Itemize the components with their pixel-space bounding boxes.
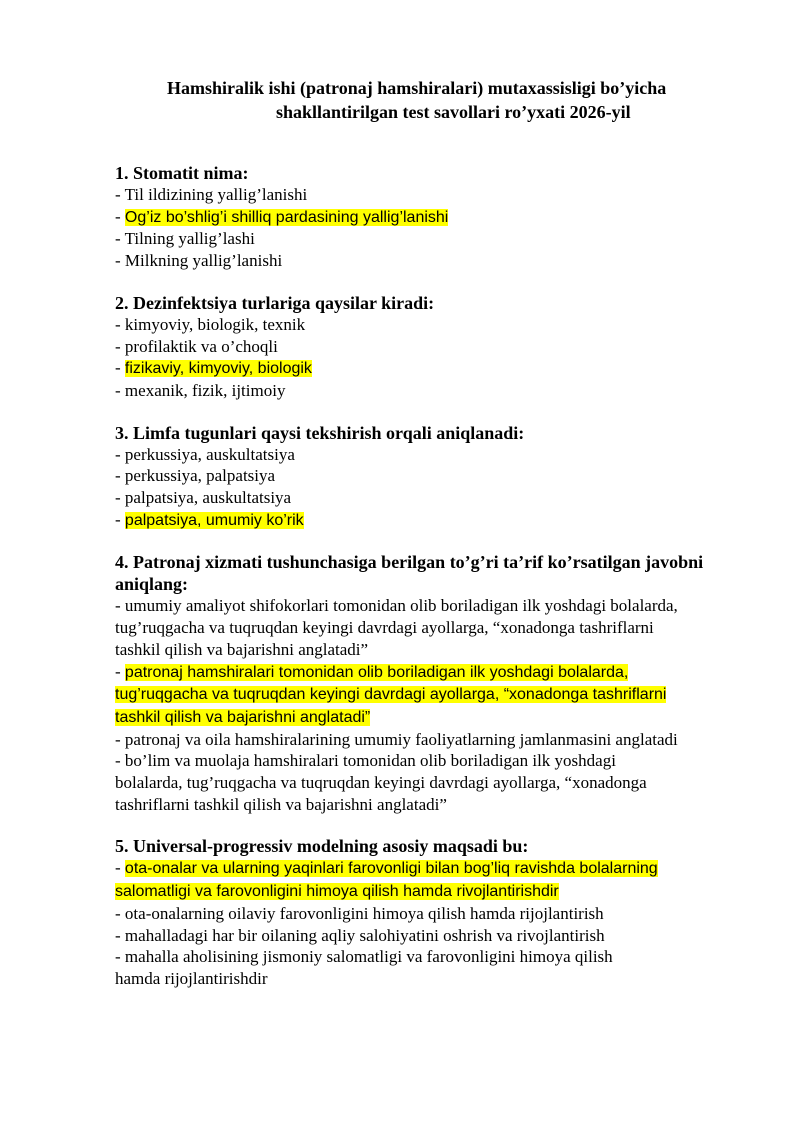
answer-line bbox=[115, 857, 775, 880]
answer-line bbox=[115, 903, 775, 925]
highlighted-answer-text: tug’ruqgacha va tuqruqdan keyingi davrdagi ayollarga, “xonadonga tashriflarni bbox=[115, 686, 667, 704]
answer-option bbox=[115, 250, 775, 272]
answer-text: ota-onalarning oilaviy farovonligini himoya qilish hamda rijojlantirish bbox=[124, 903, 604, 923]
answer-dash: - bbox=[115, 903, 125, 923]
answer-text: tug’ruqgacha va tuqruqdan keyingi davrdagi ayollarga, “xonadonga tashriflarni bbox=[115, 618, 654, 638]
answer-dash: - bbox=[115, 314, 125, 334]
highlighted-answer-text: patronaj hamshiralari tomonidan olib boriladigan ilk yoshdagi bolalarda, bbox=[124, 663, 629, 681]
answer-dash: - bbox=[115, 229, 125, 249]
answer-line bbox=[115, 509, 775, 532]
answer-text: palpatsiya, auskultatsiya bbox=[124, 488, 292, 508]
question-label: Patronaj xizmati tushunchasiga berilgan to’g’ri ta’rif ko’rsatilgan javobni aniqlang: bbox=[115, 552, 704, 595]
answer-text: perkussiya, palpatsiya bbox=[124, 466, 276, 486]
highlighted-answer-text: salomatligi va farovonligini himoya qilish hamda rivojlantirishdir bbox=[115, 883, 559, 901]
answer-line bbox=[115, 729, 775, 751]
answer-option-correct bbox=[115, 357, 775, 380]
answer-dash: - bbox=[115, 185, 125, 204]
answer-dash: - bbox=[115, 947, 125, 967]
question-number: 1. bbox=[115, 163, 133, 183]
question-text bbox=[115, 835, 775, 857]
answer-line bbox=[115, 357, 775, 380]
question-number: 5. bbox=[115, 836, 133, 857]
answer-line bbox=[115, 184, 775, 206]
answer-dash: - bbox=[115, 358, 125, 378]
answer-text: bo’lim va muolaja hamshiralari tomonidan olib boriladigan ilk yoshdagi bbox=[124, 751, 616, 771]
answer-text: Milkning yallig’lanishi bbox=[124, 251, 283, 271]
answer-text: umumiy amaliyot shifokorlari tomonidan olib boriladigan ilk yoshdagi bolalarda, bbox=[124, 596, 678, 616]
title-line-2: shakllantirilgan test savollari ro’yxati 2026-yil bbox=[276, 102, 631, 122]
answer-dash: - bbox=[115, 925, 125, 945]
answer-text: hamda rijojlantirishdir bbox=[115, 968, 268, 988]
answer-dash: - bbox=[115, 509, 125, 529]
answer-line bbox=[115, 250, 775, 272]
answer-option bbox=[115, 314, 775, 336]
answer-text: Tilning yallig’lashi bbox=[124, 229, 255, 249]
answer-text: mahalladagi har bir oilaning aqliy salohiyatini oshrish va rivojlantirish bbox=[124, 925, 605, 945]
answer-option bbox=[115, 465, 775, 487]
highlighted-answer-text: palpatsiya, umumiy ko’rik bbox=[124, 511, 304, 529]
question-label: Dezinfektsiya turlariga qaysilar kiradi: bbox=[133, 292, 435, 313]
answer-text: Til ildizining yallig’lanishi bbox=[124, 185, 308, 204]
highlighted-answer-text: ota-onalar va ularning yaqinlari farovonligi bilan bog’liq ravishda bolalarning bbox=[124, 860, 658, 878]
question-block bbox=[115, 835, 775, 989]
question-block bbox=[115, 162, 775, 272]
answer-option-correct bbox=[115, 509, 775, 532]
question-text bbox=[115, 292, 775, 314]
highlighted-answer-text: fizikaviy, kimyoviy, biologik bbox=[124, 360, 312, 378]
answer-line bbox=[115, 706, 775, 729]
question-list bbox=[115, 162, 775, 1010]
answer-dash: - bbox=[115, 488, 125, 508]
question-label: Universal-progressiv modelning asosiy maqsadi bu: bbox=[133, 836, 529, 857]
question-text bbox=[115, 422, 775, 444]
answer-option bbox=[115, 750, 775, 815]
answer-option bbox=[115, 729, 775, 751]
answer-dash: - bbox=[115, 858, 125, 878]
answer-line bbox=[115, 380, 775, 402]
question-label: Limfa tugunlari qaysi tekshirish orqali aniqlanadi: bbox=[133, 422, 525, 443]
answer-line bbox=[115, 444, 775, 466]
answer-text: perkussiya, auskultatsiya bbox=[124, 444, 295, 464]
answer-line bbox=[115, 314, 775, 336]
question-text bbox=[115, 551, 775, 595]
answer-option bbox=[115, 380, 775, 402]
highlighted-answer-text: Og’iz bo’shlig’i shilliq pardasining yallig’lanishi bbox=[124, 208, 449, 226]
answer-option bbox=[115, 903, 775, 925]
answer-line bbox=[115, 750, 775, 772]
answer-text: mahalla aholisining jismoniy salomatligi va farovonligini himoya qilish bbox=[124, 947, 613, 967]
answer-line bbox=[115, 228, 775, 250]
answer-line bbox=[115, 968, 775, 990]
answer-line bbox=[115, 465, 775, 487]
answer-option-correct bbox=[115, 857, 775, 902]
title-line-1: Hamshiralik ishi (patronaj hamshiralari) mutaxassisligi bo’yicha bbox=[167, 78, 667, 98]
question-label: Stomatit nima: bbox=[133, 163, 249, 183]
answer-option bbox=[115, 228, 775, 250]
answer-line bbox=[115, 683, 775, 706]
answer-option-correct bbox=[115, 206, 775, 229]
answer-dash: - bbox=[115, 336, 125, 356]
answer-text: profilaktik va o’choqli bbox=[124, 336, 278, 356]
answer-option bbox=[115, 595, 775, 660]
answer-line bbox=[115, 595, 775, 617]
answer-line bbox=[115, 661, 775, 684]
answer-text: tashriflarni tashkil qilish va bajarishni anglatadi” bbox=[115, 794, 447, 814]
answer-text: mexanik, fizik, ijtimoiy bbox=[124, 380, 286, 400]
question-block bbox=[115, 551, 775, 815]
answer-option-correct bbox=[115, 661, 775, 729]
answer-dash: - bbox=[115, 206, 125, 226]
question-text bbox=[115, 162, 775, 184]
answer-line bbox=[115, 880, 775, 903]
answer-option bbox=[115, 184, 775, 206]
answer-option bbox=[115, 336, 775, 358]
answer-dash: - bbox=[115, 444, 125, 464]
answer-line bbox=[115, 336, 775, 358]
highlighted-answer-text: tashkil qilish va bajarishni anglatadi” bbox=[115, 708, 371, 726]
document-title bbox=[110, 76, 750, 124]
answer-option bbox=[115, 487, 775, 509]
question-number: 4. bbox=[115, 552, 133, 573]
answer-dash: - bbox=[115, 251, 125, 271]
answer-dash: - bbox=[115, 661, 125, 681]
answer-text: kimyoviy, biologik, texnik bbox=[124, 314, 306, 334]
answer-option bbox=[115, 925, 775, 947]
answer-option bbox=[115, 946, 775, 989]
answer-dash: - bbox=[115, 751, 125, 771]
answer-text: patronaj va oila hamshiralarining umumiy faoliyatlarning jamlanmasini anglatadi bbox=[124, 729, 678, 749]
answer-line bbox=[115, 206, 775, 229]
answer-line bbox=[115, 794, 775, 816]
answer-line bbox=[115, 925, 775, 947]
answer-text: bolalarda, tug’ruqgacha va tuqruqdan keyingi davrdagi ayollarga, “xonadonga bbox=[115, 773, 647, 793]
question-number: 2. bbox=[115, 292, 133, 313]
answer-line bbox=[115, 487, 775, 509]
question-block bbox=[115, 422, 775, 532]
answer-option bbox=[115, 444, 775, 466]
answer-dash: - bbox=[115, 596, 125, 616]
answer-dash: - bbox=[115, 380, 125, 400]
answer-dash: - bbox=[115, 466, 125, 486]
answer-dash: - bbox=[115, 729, 125, 749]
question-number: 3. bbox=[115, 422, 133, 443]
answer-line bbox=[115, 772, 775, 794]
answer-text: tashkil qilish va bajarishni anglatadi” bbox=[115, 639, 369, 659]
answer-line bbox=[115, 639, 775, 661]
question-block bbox=[115, 292, 775, 402]
answer-line bbox=[115, 946, 775, 968]
answer-line bbox=[115, 617, 775, 639]
